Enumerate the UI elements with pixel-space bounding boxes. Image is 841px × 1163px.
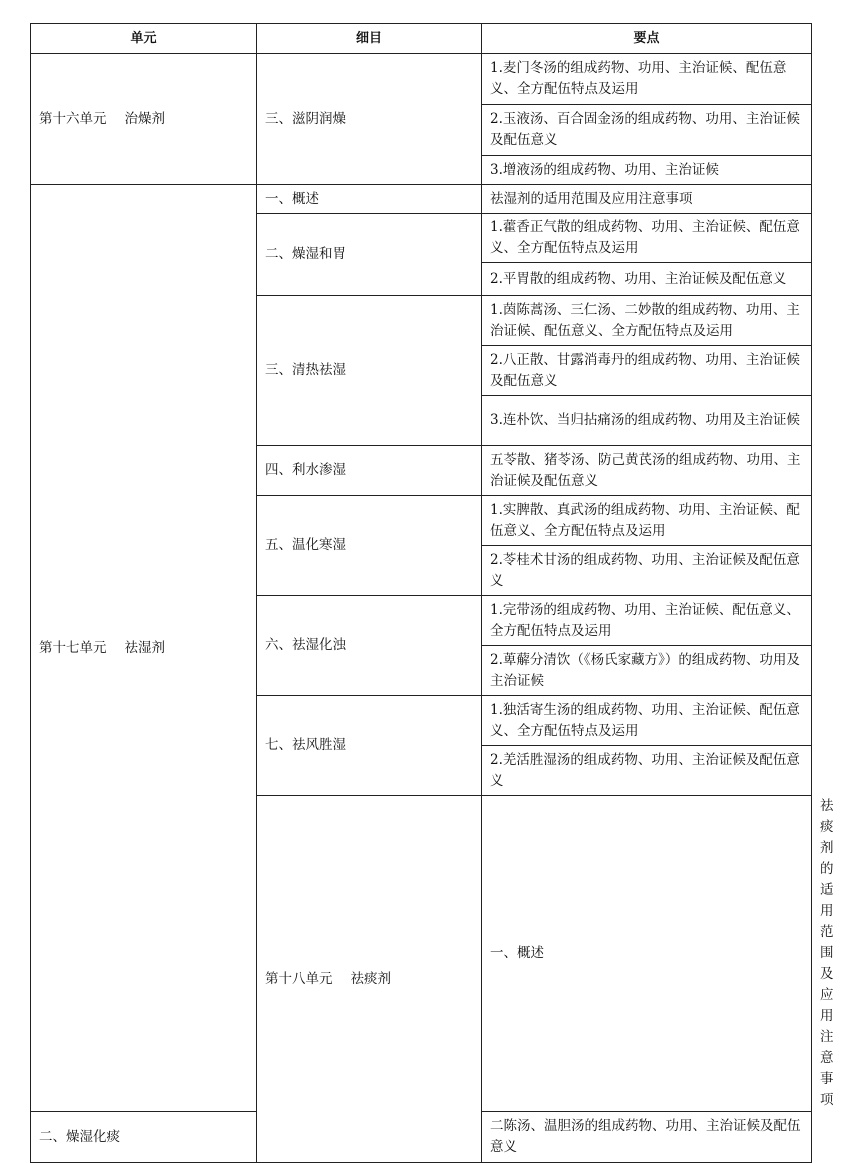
unit-cell — [257, 796, 482, 1163]
topic-cell: 三、清热祛湿 — [257, 296, 482, 446]
table-row — [31, 185, 812, 214]
topic-cell: 三、滋阴润燥 — [257, 54, 482, 185]
table-header-row — [31, 24, 812, 54]
unit-number: 第十八单元 — [265, 970, 333, 987]
point-cell: 二陈汤、温胆汤的组成药物、功用、主治证候及配伍意义 — [482, 1112, 812, 1163]
unit-cell — [31, 185, 257, 1112]
topic-cell: 七、祛风胜湿 — [257, 696, 482, 796]
header-item: 细目 — [257, 24, 482, 54]
topic-cell: 四、利水渗湿 — [257, 446, 482, 496]
point-cell: 2.羌活胜湿汤的组成药物、功用、主治证候及配伍意义 — [482, 746, 812, 796]
point-cell: 1.藿香正气散的组成药物、功用、主治证候、配伍意义、全方配伍特点及运用 — [482, 214, 812, 263]
point-cell: 1.茵陈蒿汤、三仁汤、二妙散的组成药物、功用、主治证候、配伍意义、全方配伍特点及运用 — [482, 296, 812, 346]
header-unit: 单元 — [31, 24, 257, 54]
header-points: 要点 — [482, 24, 812, 54]
topic-cell: 五、温化寒湿 — [257, 496, 482, 596]
point-cell: 五苓散、猪苓汤、防己黄芪汤的组成药物、功用、主治证候及配伍意义 — [482, 446, 812, 496]
topic-cell: 一、概述 — [482, 796, 812, 1112]
point-cell: 1.完带汤的组成药物、功用、主治证候、配伍意义、全方配伍特点及运用 — [482, 596, 812, 646]
point-cell: 祛湿剂的适用范围及应用注意事项 — [482, 185, 812, 214]
point-cell: 1.实脾散、真武汤的组成药物、功用、主治证候、配伍意义、全方配伍特点及运用 — [482, 496, 812, 546]
unit-cell — [31, 54, 257, 185]
point-cell: 3.增液汤的组成药物、功用、主治证候 — [482, 156, 812, 185]
topic-cell: 六、祛湿化浊 — [257, 596, 482, 696]
unit-name: 祛痰剂 — [350, 970, 391, 987]
point-cell: 2.苓桂术甘汤的组成药物、功用、主治证候及配伍意义 — [482, 546, 812, 596]
unit-number: 第十六单元 — [39, 110, 107, 127]
unit-number: 第十七单元 — [39, 639, 107, 656]
point-cell: 2.玉液汤、百合固金汤的组成药物、功用、主治证候及配伍意义 — [482, 105, 812, 156]
point-cell: 3.连朴饮、当归拈痛汤的组成药物、功用及主治证候 — [482, 396, 812, 446]
point-cell: 2.八正散、甘露消毒丹的组成药物、功用、主治证候及配伍意义 — [482, 346, 812, 396]
point-cell: 2.平胃散的组成药物、功用、主治证候及配伍意义 — [482, 263, 812, 296]
table-row — [31, 54, 812, 105]
topic-cell: 二、燥湿和胃 — [257, 214, 482, 296]
table-row: 第十八单元 祛痰剂 一、概述 祛痰剂的适用范围及应用注意事项 — [31, 796, 812, 1112]
topic-cell: 二、燥湿化痰 — [31, 1112, 257, 1163]
point-cell: 1.麦门冬汤的组成药物、功用、主治证候、配伍意义、全方配伍特点及运用 — [482, 54, 812, 105]
unit-name: 治燥剂 — [124, 110, 165, 127]
topic-cell: 一、概述 — [257, 185, 482, 214]
unit-name: 祛湿剂 — [124, 639, 165, 656]
syllabus-table — [30, 23, 834, 1163]
point-cell: 1.独活寄生汤的组成药物、功用、主治证候、配伍意义、全方配伍特点及运用 — [482, 696, 812, 746]
point-cell: 2.萆薢分清饮（《杨氏家藏方》）的组成药物、功用及主治证候 — [482, 646, 812, 696]
